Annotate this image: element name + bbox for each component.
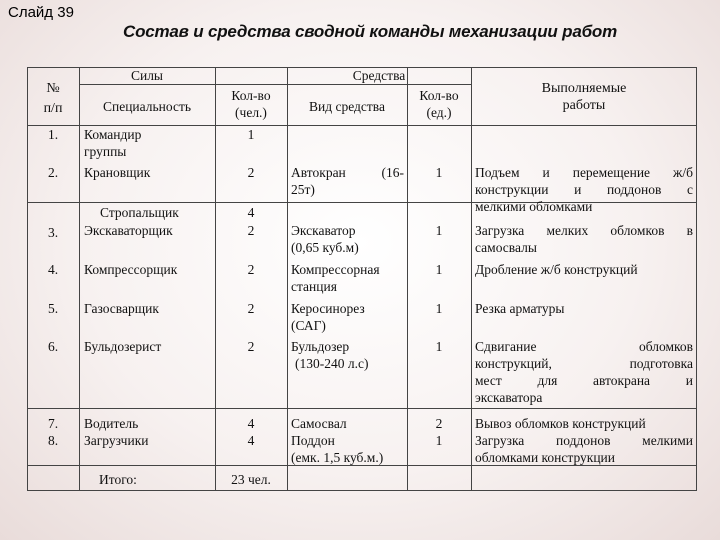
row-work: Загрузка мелких обломков в самосвалы (475, 223, 693, 255)
row-specialty: Командир группы (84, 127, 142, 159)
row-means: Бульдозер (130-240 л.с) (291, 339, 369, 371)
row-people: 2 (247, 165, 255, 180)
header-units-count: Кол-во (ед.) (419, 88, 459, 120)
means-subheader-line (287, 84, 471, 85)
header-works: Выполняемые работы (541, 81, 627, 113)
row-num: 7. (47, 416, 59, 431)
row-people: 2 (247, 223, 255, 238)
row-work: Подъем и перемещение ж/б конструкции и поддонов с мелкими обломками (475, 165, 693, 214)
header-means-type: Вид средства (309, 99, 385, 114)
row-work: Вывоз обломков конструкций (475, 416, 646, 431)
table-border-right (696, 67, 697, 491)
row-means: Самосвал (291, 416, 347, 431)
header-forces: Силы (130, 68, 164, 83)
header-specialty: Специальность (102, 99, 192, 114)
header-num: № п/п (43, 81, 63, 116)
row-means: Поддон (емк. 1,5 куб.м.) (291, 433, 384, 465)
row-people: 4 (247, 416, 255, 431)
row-specialty: Загрузчики (84, 433, 149, 448)
row-num: 4. (47, 262, 59, 277)
table-border-bottom (27, 490, 697, 491)
row-people: 2 (247, 262, 255, 277)
row-num: 1. (47, 127, 59, 142)
row-specialty: Крановщик (84, 165, 151, 180)
forces-means-table (27, 67, 697, 491)
total-value: 23 чел. (231, 472, 271, 487)
row-units: 1 (435, 433, 443, 448)
row-people: 1 (247, 127, 255, 142)
row-num: 3. (47, 225, 59, 240)
row-people: 2 (247, 301, 255, 316)
row-specialty: Бульдозерист (84, 339, 162, 354)
row-specialty: Компрессорщик (84, 262, 178, 277)
row-num: 5. (47, 301, 59, 316)
row-specialty: Газосварщик (84, 301, 159, 316)
row-work: Сдвигание обломков конструкций, подготовка мест для автокрана и экскаватора (475, 339, 693, 405)
slide-label: Слайд 39 (8, 4, 74, 21)
row-units: 1 (435, 339, 443, 354)
row-units: 1 (435, 165, 443, 180)
row-work: Дробление ж/б конструкций (475, 262, 638, 277)
row-means: Керосинорез (САГ) (291, 301, 365, 333)
row-people: 4 (247, 433, 255, 448)
row-units: 1 (435, 301, 443, 316)
row-means: Автокран (16- 25т) (291, 165, 404, 197)
row-specialty: Экскаваторщик (84, 223, 173, 238)
row-units: 1 (435, 223, 443, 238)
total-label: Итого: (99, 472, 137, 487)
row-divider (27, 408, 697, 409)
header-means: Средства (352, 68, 406, 83)
row-means: Компрессорная станция (291, 262, 380, 294)
header-people-count: Кол-во (чел.) (231, 88, 271, 120)
col-divider-works (471, 67, 472, 491)
row-specialty: Стропальщик (100, 205, 179, 220)
col-divider-num (79, 67, 80, 491)
row-work: Резка арматуры (475, 301, 565, 316)
row-means: Экскаватор (0,65 куб.м) (291, 223, 359, 255)
row-specialty: Водитель (84, 416, 139, 431)
slide-title: Состав и средства сводной команды механизации работ (123, 22, 617, 41)
row-people: 4 (247, 205, 255, 220)
col-divider-means (287, 67, 288, 491)
row-num: 8. (47, 433, 59, 448)
row-units: 2 (435, 416, 443, 431)
row-work: Загрузка поддонов мелкими обломками конструкции (475, 433, 693, 465)
row-num: 2. (47, 165, 59, 180)
row-people: 2 (247, 339, 255, 354)
forces-subheader-line (79, 84, 287, 85)
row-num: 6. (47, 339, 59, 354)
row-units: 1 (435, 262, 443, 277)
